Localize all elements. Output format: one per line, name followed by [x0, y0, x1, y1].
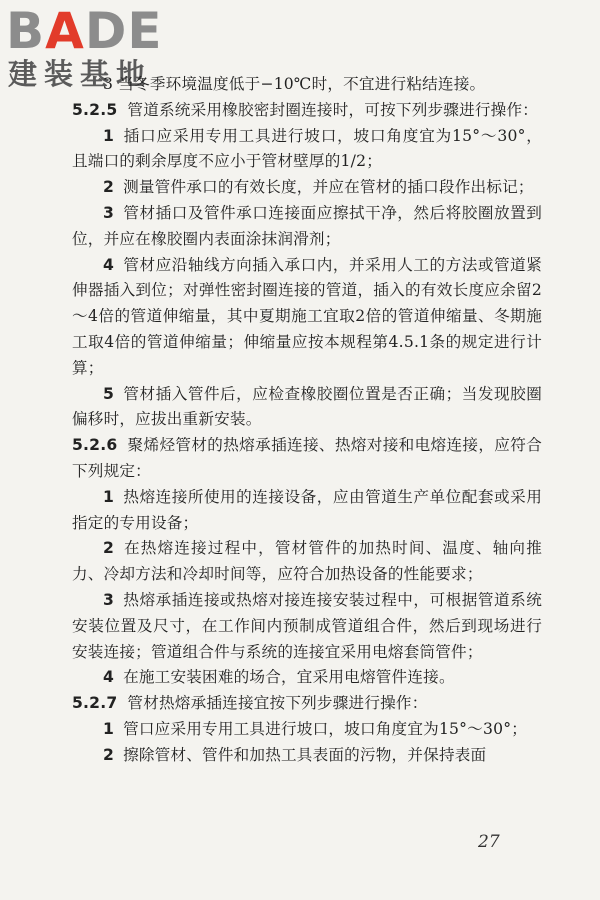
paragraph — [72, 717, 542, 743]
item-number: 4 — [103, 255, 115, 274]
watermark-brand-accent: A — [45, 2, 85, 60]
item-number: 3 — [103, 590, 115, 609]
paragraph — [72, 175, 542, 201]
item-number: 5 — [103, 384, 115, 403]
paragraph-text: 热熔承插连接或热熔对接连接安装过程中，可根据管道系统安装位置及尺寸，在工作间内预制成管道组合件，然后到现场进行安装连接；管道组合件与系统的连接宜采用电熔套筒管件； — [72, 590, 542, 661]
section-number: 5.2.6 — [72, 436, 118, 455]
paragraph-text: 管材应沿轴线方向插入承口内，并采用人工的方法或管道紧伸器插入到位；对弹性密封圈连接的管道，插入的有效长度应余留2～4倍的管道伸缩量，其中夏期施工宜取2倍的管道伸缩量、冬期施工取4倍的管道伸缩量；伸缩量应按本规程第4.5.1条的规定进行计算； — [72, 255, 542, 377]
item-number: 2 — [103, 539, 115, 558]
paragraph — [72, 98, 542, 124]
item-number: 1 — [103, 719, 115, 738]
paragraph-text: 管材插入管件后，应检查橡胶圈位置是否正确；当发现胶圈偏移时，应拔出重新安装。 — [72, 384, 542, 429]
page-number: 27 — [478, 832, 500, 852]
paragraph — [72, 588, 542, 665]
paragraph — [72, 433, 542, 485]
item-number: 3 — [103, 203, 115, 222]
item-number: 2 — [103, 178, 115, 197]
paragraph-text: 管材插口及管件承口连接面应擦拭干净，然后将胶圈放置到位，并应在橡胶圈内表面涂抹润滑剂； — [72, 203, 542, 248]
watermark-subtitle: 建装基地 — [8, 57, 153, 91]
watermark-brand — [6, 2, 163, 60]
paragraph — [72, 124, 542, 176]
paragraph-text: 管口应采用专用工具进行坡口，坡口角度宜为15°～30°； — [123, 719, 528, 738]
paragraph-text: 管道系统采用橡胶密封圈连接时，可按下列步骤进行操作： — [127, 100, 539, 119]
paragraph-text: 管材热熔承插连接宜按下列步骤进行操作： — [127, 694, 428, 713]
paragraph — [72, 536, 542, 588]
item-number: 4 — [103, 668, 115, 687]
paragraph — [72, 72, 542, 98]
watermark-brand-prefix: B — [6, 2, 46, 60]
document-body — [72, 72, 542, 769]
paragraph-text: 热熔连接所使用的连接设备，应由管道生产单位配套或采用指定的专用设备； — [72, 487, 542, 532]
paragraph-text: 在热熔连接过程中，管材管件的加热时间、温度、轴向推力、冷却方法和冷却时间等，应符合加热设备的性能要求； — [72, 539, 542, 584]
paragraph-text: 测量管件承口的有效长度，并应在管材的插口段作出标记； — [123, 178, 534, 197]
paragraph — [72, 253, 542, 382]
paragraph — [72, 691, 542, 717]
paragraph-text: 擦除管材、管件和加热工具表面的污物，并保持表面 — [123, 745, 487, 764]
paragraph — [72, 665, 542, 691]
paragraph-text: 插口应采用专用工具进行坡口，坡口角度宜为15°～30°，且端口的剩余厚度不应小于管材壁厚的1/2； — [72, 126, 542, 171]
paragraph-text: 聚烯烃管材的热熔承插连接、热熔对接和电熔连接，应符合下列规定： — [72, 436, 542, 480]
paragraph — [72, 485, 542, 537]
section-number: 5.2.7 — [72, 694, 118, 713]
section-number: 5.2.5 — [72, 100, 118, 119]
item-number: 1 — [103, 126, 115, 145]
item-number: 2 — [103, 745, 115, 764]
paragraph-text: 3 当冬季环境温度低于−10℃时，不宜进行粘结连接。 — [103, 75, 486, 93]
paragraph — [72, 201, 542, 253]
paragraph — [72, 743, 542, 769]
paragraph-text: 在施工安装困难的场合，宜采用电熔管件连接。 — [123, 668, 455, 687]
item-number: 1 — [103, 487, 115, 506]
paragraph — [72, 382, 542, 434]
watermark-brand-suffix: DE — [84, 2, 163, 60]
